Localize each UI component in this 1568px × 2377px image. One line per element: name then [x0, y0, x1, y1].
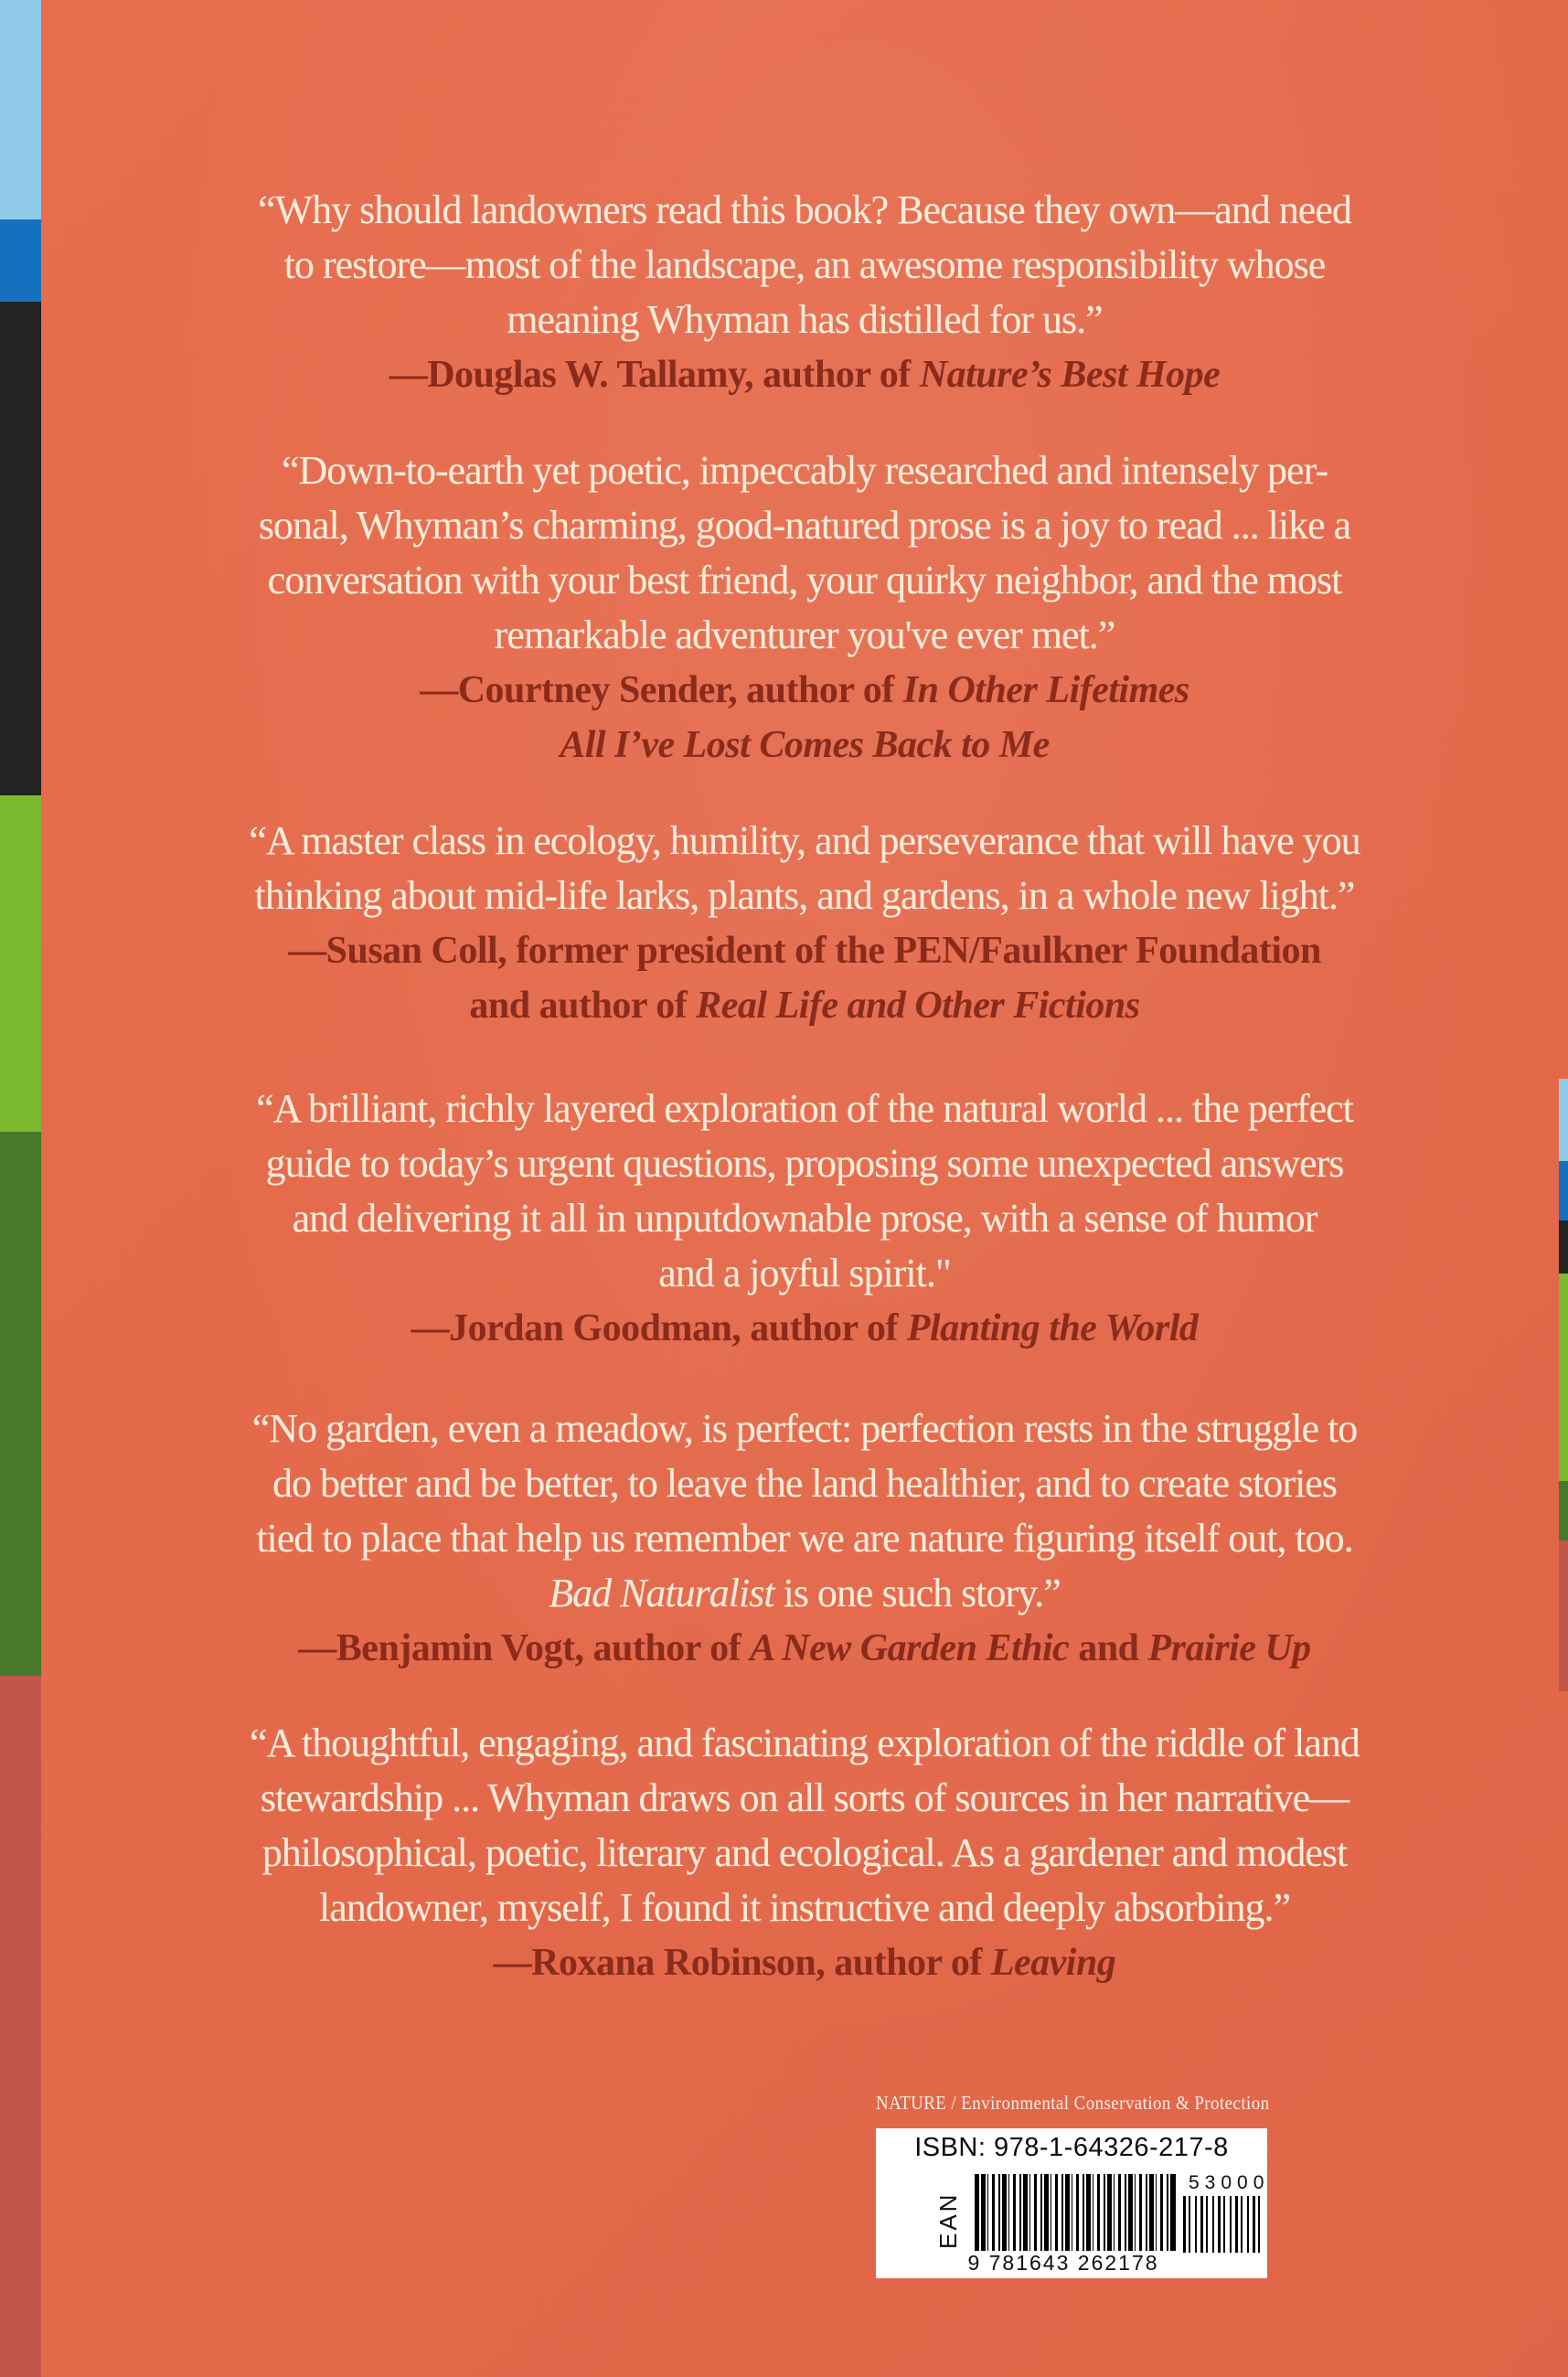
text-segment: stewardship ... Whyman draws on all sorts of sources in her narrative—: [260, 1775, 1349, 1820]
text-segment: guide to today’s urgent questions, proposing some unexpected answers: [265, 1141, 1344, 1186]
quote-attribution: [41, 923, 1568, 978]
text-segment: “A thoughtful, engaging, and fascinating exploration of the riddle of land: [250, 1721, 1360, 1765]
text-segment: do better and be better, to leave the land healthier, and to create stories: [272, 1461, 1337, 1506]
quote-block: [41, 183, 1568, 402]
quote-line: [41, 293, 1568, 347]
text-segment: “A brilliant, richly layered exploration of the natural world ... the perfect: [256, 1086, 1353, 1131]
quote-line: [41, 1082, 1568, 1136]
quote-line: [41, 1136, 1568, 1191]
text-segment: —Benjamin Vogt, author of: [298, 1627, 751, 1669]
quote-line: [41, 1771, 1568, 1826]
quote-block: [41, 1716, 1568, 1990]
quote-line: [41, 238, 1568, 293]
text-segment: landowner, myself, I found it instructive and deeply absorbing.”: [318, 1885, 1291, 1930]
quote-line: [41, 553, 1568, 608]
text-segment: and a joyful spirit.": [658, 1251, 951, 1295]
text-segment: meaning Whyman has distilled for us.”: [507, 297, 1103, 342]
quote-block: [41, 443, 1568, 773]
text-segment: remarkable adventurer you've ever met.”: [494, 613, 1115, 657]
quote-attribution: [41, 1301, 1568, 1356]
text-segment: philosophical, poetic, literary and ecological. As a gardener and modest: [261, 1830, 1348, 1875]
text-segment: —Susan Coll, former president of the PEN/Faulkner Foundation: [288, 930, 1321, 972]
quote-attribution: [41, 663, 1568, 718]
text-segment: —Jordan Goodman, author of: [411, 1307, 907, 1349]
book-title: Nature’s Best Hope: [919, 354, 1221, 396]
text-segment: —Roxana Robinson, author of: [493, 1942, 991, 1984]
barcode-digits: 9 781643 262178: [967, 2251, 1159, 2275]
book-title: Planting the World: [906, 1307, 1199, 1349]
category-label: NATURE / Environmental Conservation & Protection: [876, 2092, 1270, 2114]
quote-line: [41, 498, 1568, 553]
quote-line: [41, 1191, 1568, 1246]
book-title: A New Garden Ethic: [750, 1627, 1070, 1669]
text-segment: thinking about mid-life larks, plants, and gardens, in a whole new light.”: [254, 873, 1355, 918]
barcode-block: [876, 2128, 1270, 2278]
text-segment: to restore—most of the landscape, an awesome responsibility whose: [283, 242, 1326, 287]
quote-attribution: [41, 1935, 1568, 1990]
book-title: Leaving: [990, 1942, 1116, 1984]
book-title: Prairie Up: [1147, 1627, 1311, 1669]
barcode-addon-bars: [1183, 2196, 1262, 2253]
book-title: Bad Naturalist: [549, 1571, 774, 1615]
quote-line: [41, 814, 1568, 869]
quote-line: [41, 1826, 1568, 1881]
text-segment: —Douglas W. Tallamy, author of: [389, 354, 920, 396]
text-segment: is one such story.”: [773, 1571, 1061, 1615]
quote-line: [41, 869, 1568, 923]
quote-line: [41, 1246, 1568, 1301]
quote-block: [41, 814, 1568, 1033]
quote-line: [41, 1456, 1568, 1511]
barcode-bars: [975, 2174, 1176, 2251]
quote-line: [41, 1716, 1568, 1771]
quote-line: [41, 608, 1568, 663]
book-title: Real Life and Other Fictions: [696, 985, 1140, 1027]
quote-line: [41, 1402, 1568, 1456]
quote-attribution: [41, 978, 1568, 1033]
text-segment: conversation with your best friend, your quirky neighbor, and the most: [267, 558, 1342, 602]
isbn-label: ISBN: 978-1-64326-217-8: [914, 2133, 1229, 2162]
ean-label: EAN: [934, 2191, 962, 2249]
quote-line: [41, 183, 1568, 238]
text-segment: and delivering it all in unputdownable prose, with a sense of humor: [292, 1196, 1317, 1241]
text-segment: —Courtney Sender, author of: [420, 669, 903, 711]
book-title: All I’ve Lost Comes Back to Me: [560, 724, 1050, 766]
quote-line: [41, 443, 1568, 498]
text-segment: “Why should landowners read this book? Because they own—and need: [258, 187, 1351, 232]
text-segment: “No garden, even a meadow, is perfect: perfection rests in the struggle to: [251, 1406, 1358, 1451]
quote-attribution: [41, 347, 1568, 402]
quote-attribution: [41, 1621, 1568, 1676]
quote-attribution: [41, 718, 1568, 773]
quote-line: [41, 1566, 1568, 1621]
quote-line: [41, 1881, 1568, 1935]
text-segment: “Down-to-earth yet poetic, impeccably researched and intensely per-: [281, 448, 1328, 493]
text-segment: and author of: [469, 985, 697, 1027]
text-segment: tied to place that help us remember we are nature figuring itself out, too.: [256, 1516, 1353, 1561]
price-code: 53000: [1189, 2172, 1270, 2193]
quote-line: [41, 1511, 1568, 1566]
quote-block: [41, 1082, 1568, 1356]
book-title: In Other Lifetimes: [902, 669, 1189, 711]
quote-block: [41, 1402, 1568, 1676]
text-segment: “A master class in ecology, humility, and perseverance that will have you: [249, 818, 1360, 863]
text-segment: and: [1069, 1627, 1148, 1669]
text-segment: sonal, Whyman’s charming, good-natured prose is a joy to read ... like a: [258, 503, 1351, 548]
